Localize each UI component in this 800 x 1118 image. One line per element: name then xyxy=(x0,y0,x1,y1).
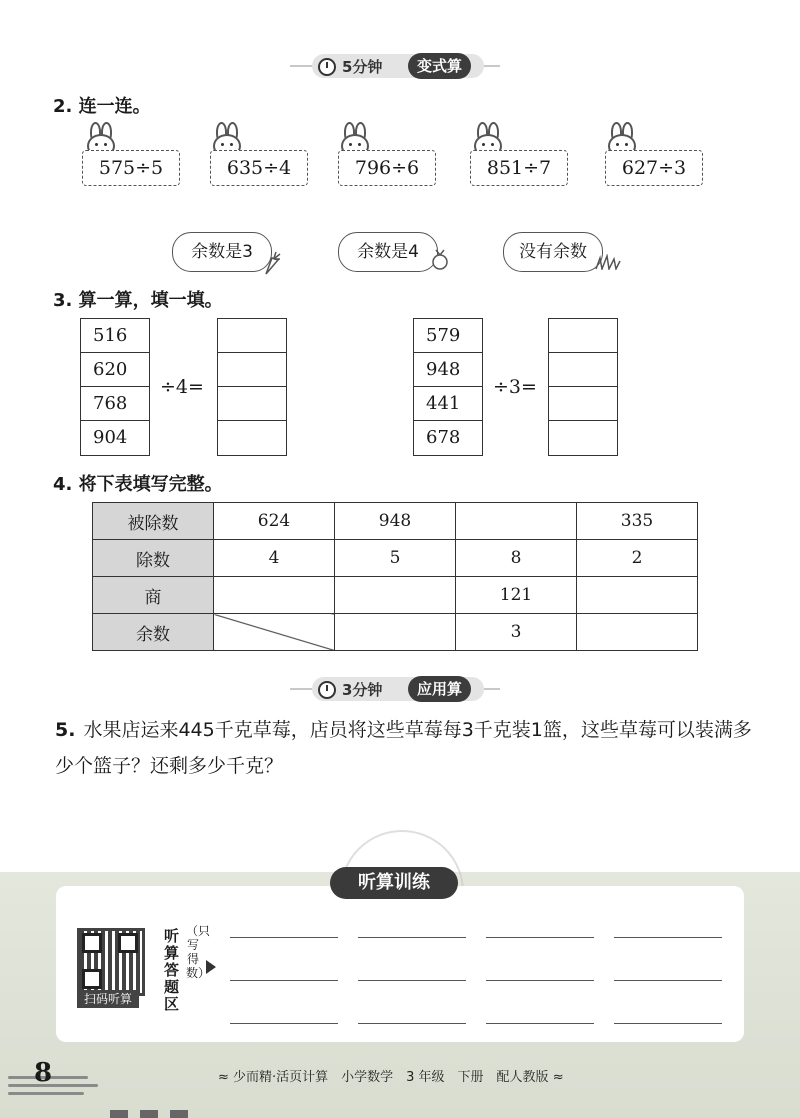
table-cell[interactable] xyxy=(577,577,698,614)
answer-line[interactable] xyxy=(230,980,338,981)
q5-problem xyxy=(55,712,755,784)
clock-icon xyxy=(318,681,336,699)
remainder-bubble[interactable]: 余数是4 xyxy=(338,232,438,272)
grass-icon xyxy=(594,254,622,270)
q4-title: 4. 将下表填写完整。 xyxy=(53,474,223,495)
page-number: 8 xyxy=(34,1058,53,1088)
bottom-tab xyxy=(140,1110,158,1118)
answer-cell[interactable] xyxy=(218,387,286,421)
banner-time: 3分钟 xyxy=(342,681,383,699)
answer-line[interactable] xyxy=(486,937,594,938)
qr-corner xyxy=(118,933,138,953)
row-header: 余数 xyxy=(93,614,214,651)
table-cell: 4 xyxy=(214,540,335,577)
qr-corner xyxy=(82,933,102,953)
answer-line[interactable] xyxy=(614,937,722,938)
dividend-cell: 768 xyxy=(81,387,149,421)
operator-label: ÷4= xyxy=(160,376,204,398)
dividend-cell: 678 xyxy=(426,427,461,448)
table-cell[interactable] xyxy=(335,577,456,614)
dividend-cell: 579 xyxy=(414,319,482,353)
expression-box[interactable]: 796÷6 xyxy=(338,150,436,186)
qr-label: 扫码听算 xyxy=(77,990,139,1008)
carrot-icon xyxy=(262,250,282,276)
bottom-tab xyxy=(170,1110,188,1118)
row-header: 商 xyxy=(93,577,214,614)
answer-line[interactable] xyxy=(230,937,338,938)
operator-label: ÷3= xyxy=(493,376,537,398)
answer-cell[interactable] xyxy=(549,353,617,387)
table-cell[interactable] xyxy=(214,577,335,614)
qr-corner xyxy=(82,969,102,989)
vegetable-icon xyxy=(428,248,452,272)
answer-line[interactable] xyxy=(358,980,466,981)
table-cell[interactable] xyxy=(335,614,456,651)
clock-icon xyxy=(318,58,336,76)
expression-box[interactable]: 635÷4 xyxy=(210,150,308,186)
dividend-cell: 441 xyxy=(414,387,482,421)
dividend-cell: 948 xyxy=(414,353,482,387)
remainder-bubble[interactable]: 没有余数 xyxy=(503,232,603,272)
answer-line[interactable] xyxy=(486,1023,594,1024)
answer-column-right xyxy=(548,318,618,456)
banner-time: 5分钟 xyxy=(342,58,383,76)
table-row xyxy=(93,540,698,577)
table-cell: 624 xyxy=(214,503,335,540)
answer-line[interactable] xyxy=(486,980,594,981)
bottom-tab xyxy=(110,1110,128,1118)
answer-cell[interactable] xyxy=(218,421,286,455)
table-cell: 8 xyxy=(456,540,577,577)
listening-card xyxy=(56,886,744,1042)
decor-wave xyxy=(8,1092,84,1095)
answer-cell[interactable] xyxy=(218,319,286,353)
answer-line[interactable] xyxy=(614,1023,722,1024)
answer-line[interactable] xyxy=(614,980,722,981)
banner-tag: 应用算 xyxy=(408,676,471,702)
table-cell[interactable] xyxy=(456,503,577,540)
answer-cell[interactable] xyxy=(549,387,617,421)
row-header: 除数 xyxy=(93,540,214,577)
table-cell: 3 xyxy=(456,614,577,651)
table-cell: 2 xyxy=(577,540,698,577)
section-banner-3min xyxy=(290,677,500,701)
table-cell: 335 xyxy=(577,503,698,540)
table-cell: 121 xyxy=(456,577,577,614)
table-row xyxy=(93,614,698,651)
dividend-cell: 516 xyxy=(81,319,149,353)
answer-line[interactable] xyxy=(230,1023,338,1024)
row-header: 被除数 xyxy=(93,503,214,540)
q2-title: 2. 连一连。 xyxy=(53,96,151,117)
answer-cell[interactable] xyxy=(549,319,617,353)
answer-column-left xyxy=(217,318,287,456)
q3-title: 3. 算一算，填一填。 xyxy=(53,290,223,311)
answer-area-label: 听算答题区 xyxy=(163,927,179,1013)
answer-line[interactable] xyxy=(358,937,466,938)
listening-title: 听算训练 xyxy=(330,867,458,899)
section-banner-5min xyxy=(290,54,500,78)
dividend-cell: 620 xyxy=(81,353,149,387)
dividend-column-right xyxy=(413,318,483,456)
table-row xyxy=(93,577,698,614)
dividend-cell: 904 xyxy=(93,427,128,448)
q5-text: 水果店运来445千克草莓，店员将这些草莓每3千克装1篮，这些草莓可以装满多少个篮子？还剩多少千克？ xyxy=(55,719,752,777)
answer-area-note: （只写得数） xyxy=(186,924,211,980)
dividend-column-left xyxy=(80,318,150,456)
table-cell: 948 xyxy=(335,503,456,540)
answer-cell[interactable] xyxy=(218,353,286,387)
answer-cell[interactable] xyxy=(549,421,617,455)
division-table xyxy=(92,502,698,651)
expression-box[interactable]: 575÷5 xyxy=(82,150,180,186)
expression-box[interactable]: 627÷3 xyxy=(605,150,703,186)
table-row xyxy=(93,503,698,540)
table-cell[interactable] xyxy=(577,614,698,651)
table-cell: 5 xyxy=(335,540,456,577)
remainder-bubble[interactable]: 余数是3 xyxy=(172,232,272,272)
q5-number: 5. xyxy=(55,719,76,741)
decor-wave xyxy=(8,1084,98,1087)
answer-line[interactable] xyxy=(358,1023,466,1024)
expression-box[interactable]: 851÷7 xyxy=(470,150,568,186)
triangle-icon xyxy=(206,960,216,974)
footer-text: ≈ 少而精·活页计算 小学数学 3 年级 下册 配人教版 ≈ xyxy=(218,1070,564,1085)
table-cell-slashed xyxy=(214,614,335,651)
banner-tag: 变式算 xyxy=(408,53,471,79)
